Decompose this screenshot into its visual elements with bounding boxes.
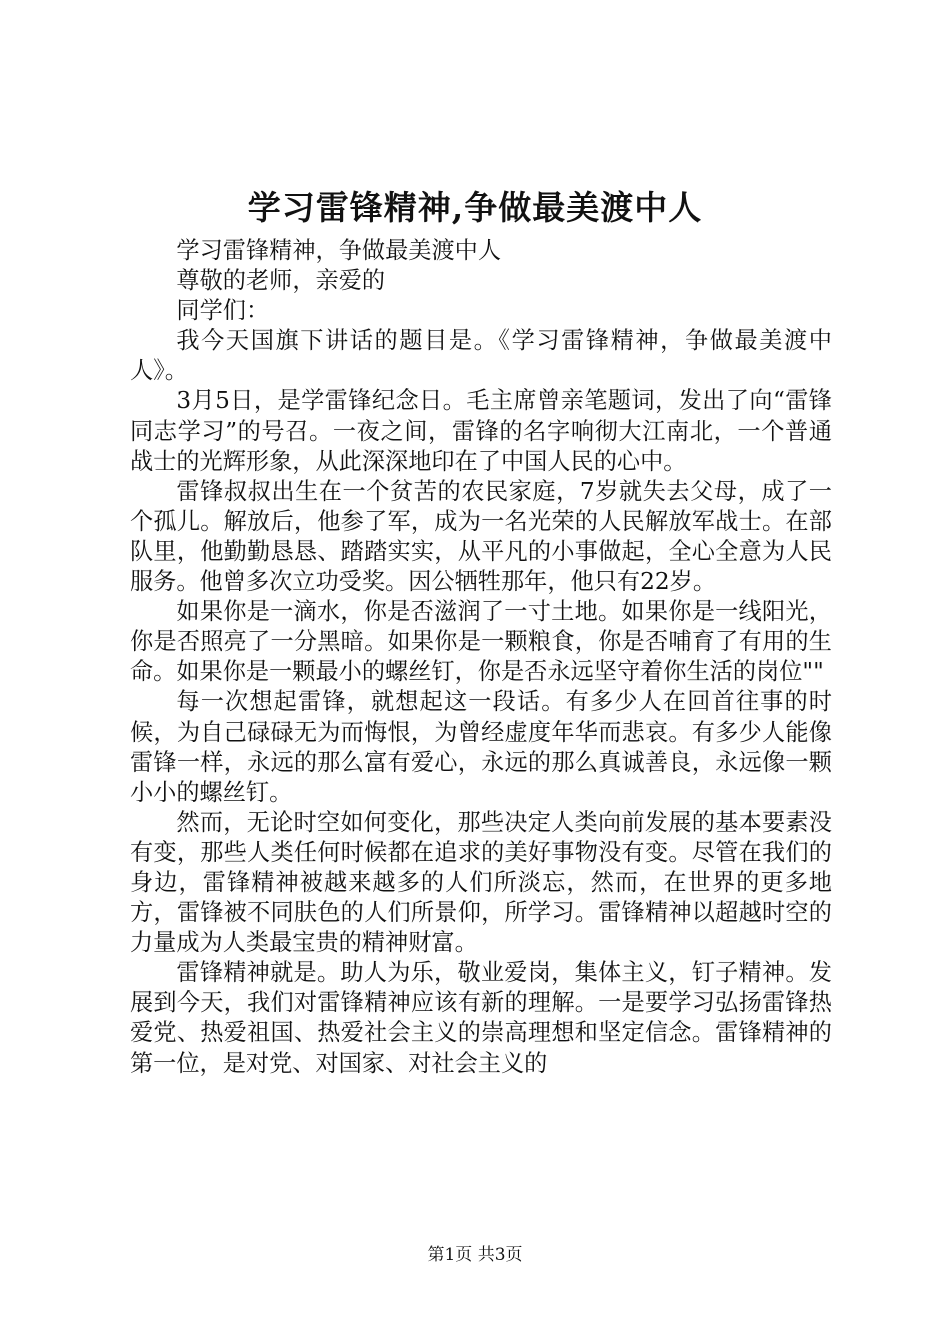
paragraph-salutation-cont: 同学们： [176,297,270,325]
document-body [130,236,832,1079]
paragraph-biography: 雷锋叔叔出生在一个贫苦的农民家庭，7岁就失去父母，成了一个孤儿。解放后，他参了军，成为一名光荣的人民解放军战士。在部队里，他勤勤恳恳、踏踏实实，从平凡的小事做起，全心全意为人民服务。他曾多次立功受奖。因公牺牲那年，他只有22岁。 [130,477,832,596]
paragraph-questions: 如果你是一滴水，你是否滋润了一寸土地。如果你是一线阳光，你是否照亮了一分黑暗。如果你是一颗粮食，你是否哺育了有用的生命。如果你是一颗最小的螺丝钉，你是否永远坚守着你生活的岗位"" [130,598,832,686]
paragraph-spirit: 雷锋精神就是。助人为乐，敬业爱岗，集体主义，钉子精神。发展到今天，我们对雷锋精神应该有新的理解。一是要学习弘扬雷锋热爱党、热爱祖国、热爱社会主义的崇高理想和坚定信念。雷锋精神的第一位，是对党、对国家、对社会主义的 [130,959,832,1077]
document-title: 学习雷锋精神,争做最美渡中人 [247,188,703,227]
paragraph-topic: 我今天国旗下讲话的题目是。《学习雷锋精神，争做最美渡中人》。 [130,327,832,385]
paragraph-timeless: 然而，无论时空如何变化，那些决定人类向前发展的基本要素没有变，那些人类任何时候都在追求的美好事物没有变。尽管在我们的身边，雷锋精神被越来越多的人们所淡忘，然而，在世界的更多地方，雷锋被不同肤色的人们所景仰，所学习。雷锋精神以超越时空的力量成为人类最宝贵的精神财富。 [130,808,832,957]
paragraph-reflection: 每一次想起雷锋，就想起这一段话。有多少人在回首往事的时候，为自己碌碌无为而悔恨，为曾经虚度年华而悲哀。有多少人能像雷锋一样，永远的那么富有爱心，永远的那么真诚善良，永远像一颗小小的螺丝钉。 [130,688,832,806]
paragraph-salutation: 尊敬的老师，亲爱的 [176,267,386,295]
paragraph-march-fifth: 3月5日，是学雷锋纪念日。毛主席曾亲笔题词，发出了向“雷锋同志学习”的号召。一夜之间，雷锋的名字响彻大江南北，一个普通战士的光辉形象，从此深深地印在了中国人民的心中。 [130,387,832,475]
page-footer: 第1页 共3页 [427,1245,523,1265]
paragraph-subtitle: 学习雷锋精神，争做最美渡中人 [176,237,502,264]
